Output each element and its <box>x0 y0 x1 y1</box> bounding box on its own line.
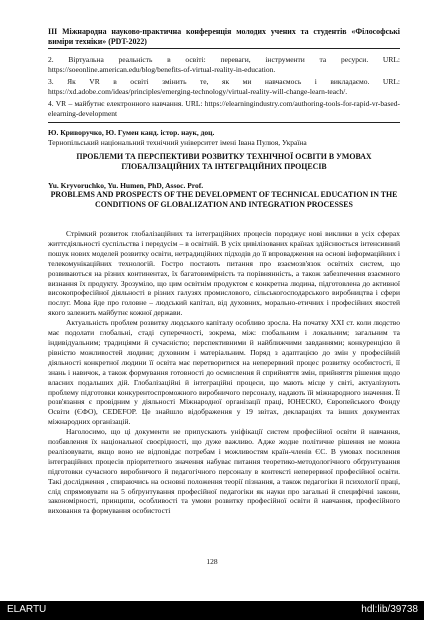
article-title-en: PROBLEMS AND PROSPECTS OF THE DEVELOPMENT OF TECHNICAL EDUCATION IN THE CONDITIONS OF GLOBALIZATION AND INTEGRATION PROCESSES <box>50 190 398 209</box>
handle-identifier[interactable]: hdl:lib/39738 <box>361 604 418 615</box>
reference-list <box>48 55 400 121</box>
references-divider <box>48 122 400 123</box>
repository-name[interactable]: ELARTU <box>7 604 47 615</box>
conference-header: ІІІ Міжнародна науково-практична конференція молодих учених та студентів «Філософські виміри техніки» (PDT-2022) <box>48 27 400 46</box>
author-names-ua: Ю. Криворучко, Ю. Гумен канд. істор. наук, доц. <box>48 128 215 137</box>
body-paragraph: Стрімкий розвиток глобалізаційних та інтеграційних процесів породжує нові виклики в усіх сферах життєдіяльності суспільства і передусім – в освітній. В усіх цивілізованих країнах здійснюється інтенсивний пошук нових моделей розвитку освіти, нетрадиційних підходів до її впровадження на основі інформаційних і телекомунікаційних технологій. Гостро постають питання про взаємозв'язок освітніх систем, що розвиваються на різних континентах, їх багатовимірність та порівнянність, а також забезпечення взаємного визнання їх продукту. Зрозуміло, що цим освітнім продуктом є конкретна людина, підготовлена до активної високопрофесійної діяльності в різних галузях промислового, сільськогосподарського виробництва і сфери послуг. Мова йде про головне – людський капітал, від духовних, морально-етичних і професійних якостей якого залежить майбутнє кожної держави. <box>48 229 400 318</box>
body-paragraph: Актуальність проблем розвитку людського капіталу особливо зросла. На початку XXI ст. коли людство має подолати глобальні, стаді суперечності, зокрема, між: глобальним і локальним; загальним та індивідуальним; традиціями й сучасністю; перспективними й найближчими завданнями; конкуренцією й рівністю можливостей людини; духовним і матеріальним. Поряд з адаптацією до змін у професійній діяльності конкретної людини її освіта має перетворитися на неперервний процес розвитку особистості, її знань і навичок, а також формування готовності до осмислення й сприйняття змін, прийняття рішення щодо власних подальших дій. Глобалізаційні й інтеграційні процеси, що мають місце у світі, актуалізують проблему підготовки конкурентоспроможного виробничого персоналу, надають їй міжнародного значення. Її розв'язання є провідним у діяльності Міжнародної організації праці, ЮНЕСКО, Європейського Фонду Освіти (ЄФО), CEDEFOP. Це знайшло відображення у 19 звітах, деклараціях та інших документах міжнародних організацій. <box>48 318 400 427</box>
authors-block-ua <box>48 128 400 148</box>
article-title-ua: ПРОБЛЕМИ ТА ПЕРСПЕКТИВИ РОЗВИТКУ ТЕХНІЧНОЇ ОСВІТИ В УМОВАХ ГЛОБАЛІЗАЦІЙНИХ ТА ІНТЕГРАЦІЙНИХ ПРОЦЕСІВ <box>76 152 372 171</box>
page-number: 128 <box>206 557 218 566</box>
header-divider <box>48 48 400 49</box>
repository-footer <box>0 601 424 620</box>
reference-item: 3. Як VR в освіті змінить те, як ми навчаємось і викладаємо. URL: https://xd.adobe.com/ideas/principles/emerging-technology/virtual-reality-will-change-learn-teach/. <box>48 77 400 96</box>
author-affiliation: Тернопільський національний технічний університет імені Івана Пулюя, Україна <box>48 138 307 147</box>
reference-item: 2. Віртуальна реальність в освіті: переваги, інструменти та ресурси. URL: https://soeonline.american.edu/blog/benefits-of-virtual-reality-in-education. <box>48 55 400 74</box>
article-body <box>48 229 400 516</box>
reference-item: 4. VR – майбутнє електронного навчання. URL: https://elearningindustry.com/authoring-tools-for-rapid-vr-based-elearning-development <box>48 99 400 118</box>
body-paragraph: Наголосимо, що ці документи не припускають уніфікації систем професійної освіти й навчання, позбавлення їх національної своєрідності, що дуже важливо. Адже жодне політичне рішення не можна реалізовувати, якщо воно не відповідає потребам і можливостям країн-членів ЄС. В умовах посилення інтеграційних процесів пріоритетного значення набуває питання теоретико-методологічного обґрунтування підготовки сучасного виробничого й педагогічного персоналу в контексті неперервної професійної освіти. Такі дослідження , спираючись на основні положення теорії пізнання, а також педагогіки й психології праці, слід спрямовувати на 5 обґрунтування професійної педагогіки як науки про загальні й специфічні закони, закономірності, принципи, особливості та умови розвитку професійної освіти й навчання, професійного виховання та формування особистості <box>48 427 400 516</box>
author-names-en: Yu. Kryvoruchko, Yu. Humen, PhD, Assoc. Prof. <box>48 181 204 190</box>
